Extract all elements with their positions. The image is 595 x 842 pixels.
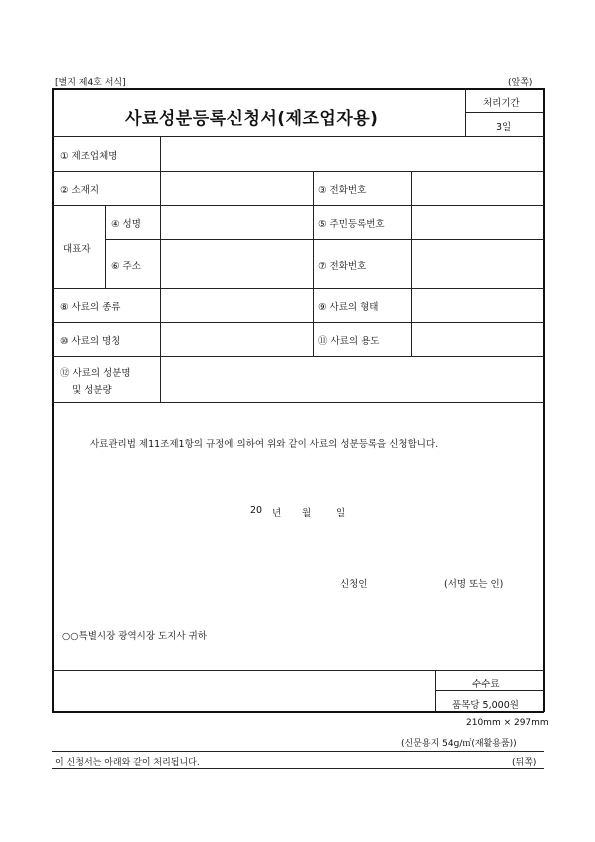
page-side-label: (앞쪽): [508, 78, 533, 88]
processing-period-label: 처리기간: [483, 98, 520, 109]
row-line: [52, 136, 544, 137]
representative-label: 대표자: [63, 244, 91, 255]
feed-form-label: ⑨ 사료의 형태: [318, 302, 379, 313]
phone-label: ③ 전화번호: [318, 185, 367, 196]
column-line: [313, 171, 314, 356]
row-line: [105, 239, 544, 240]
date-month-label: 월: [302, 508, 312, 519]
fee-value: 품목당 5,000원: [452, 700, 519, 711]
rep-phone-label: ⑦ 전화번호: [318, 261, 367, 272]
border-top: [52, 88, 544, 90]
rep-name-label: ④ 성명: [111, 219, 141, 230]
feed-name-field[interactable]: [162, 324, 312, 355]
feed-use-field[interactable]: [413, 324, 542, 355]
footer-divider: [52, 768, 544, 769]
form-title: 사료성분등록신청서(제조업자용): [125, 109, 379, 129]
date-day-label: 일: [336, 508, 346, 519]
application-statement: 사료관리법 제11조제1항의 규정에 의하여 위와 같이 사료의 성분등록을 신청합니다.: [90, 439, 439, 450]
rep-address-field[interactable]: [162, 241, 312, 287]
paper-size: 210mm × 297mm: [466, 718, 549, 728]
column-line: [105, 205, 106, 288]
date-year-prefix: 20: [250, 505, 263, 516]
phone-field[interactable]: [413, 173, 542, 204]
processing-note: 이 신청서는 아래와 같이 처리됩니다.: [55, 758, 200, 768]
feed-type-field[interactable]: [162, 290, 312, 321]
row-line: [52, 402, 544, 403]
fee-label: 수수료: [472, 679, 500, 690]
border-right: [543, 88, 545, 712]
row-line: [52, 356, 544, 357]
rep-name-field[interactable]: [162, 207, 312, 238]
rep-phone-field[interactable]: [413, 241, 542, 287]
company-name-label: ① 제조업체명: [60, 151, 118, 162]
row-line: [52, 171, 544, 172]
back-side-label: (뒤쪽): [512, 758, 537, 768]
resident-number-field[interactable]: [413, 207, 542, 238]
signature-label: (서명 또는 인): [444, 579, 504, 590]
feed-form-field[interactable]: [413, 290, 542, 321]
resident-number-label: ⑤ 주민등록번호: [318, 219, 385, 230]
ingredients-field[interactable]: [162, 358, 542, 401]
row-line: [52, 670, 544, 671]
feed-name-label: ⑩ 사료의 명칭: [60, 336, 121, 347]
feed-use-label: ⑪ 사료의 용도: [318, 336, 380, 347]
column-line: [160, 136, 161, 402]
company-name-field[interactable]: [162, 138, 542, 170]
location-field[interactable]: [162, 173, 312, 204]
applicant-label: 신청인: [340, 579, 368, 590]
rep-address-label: ⑥ 주소: [111, 261, 141, 272]
addressee: ○○특별시장 광역시장 도지사 귀하: [62, 631, 207, 642]
form-number: [별지 제4호 서식]: [55, 78, 126, 88]
ingredients-label-line1: ⑫ 사료의 성분명: [60, 368, 131, 379]
paper-spec: (신문용지 54g/㎡(재활용품)): [401, 739, 517, 749]
row-line: [435, 690, 543, 691]
column-line: [411, 171, 412, 356]
location-label: ② 소재지: [60, 185, 100, 196]
row-line: [52, 322, 544, 323]
border-bottom: [52, 711, 544, 713]
row-line: [52, 205, 544, 206]
date-year-label: 년: [272, 508, 282, 519]
row-line: [52, 288, 544, 289]
processing-period-value: 3일: [496, 122, 512, 133]
ingredients-label-line2: 및 성분량: [72, 385, 112, 396]
footer-divider: [52, 751, 544, 752]
border-left: [52, 88, 54, 712]
feed-type-label: ⑧ 사료의 종류: [60, 302, 121, 313]
divider: [465, 112, 543, 113]
